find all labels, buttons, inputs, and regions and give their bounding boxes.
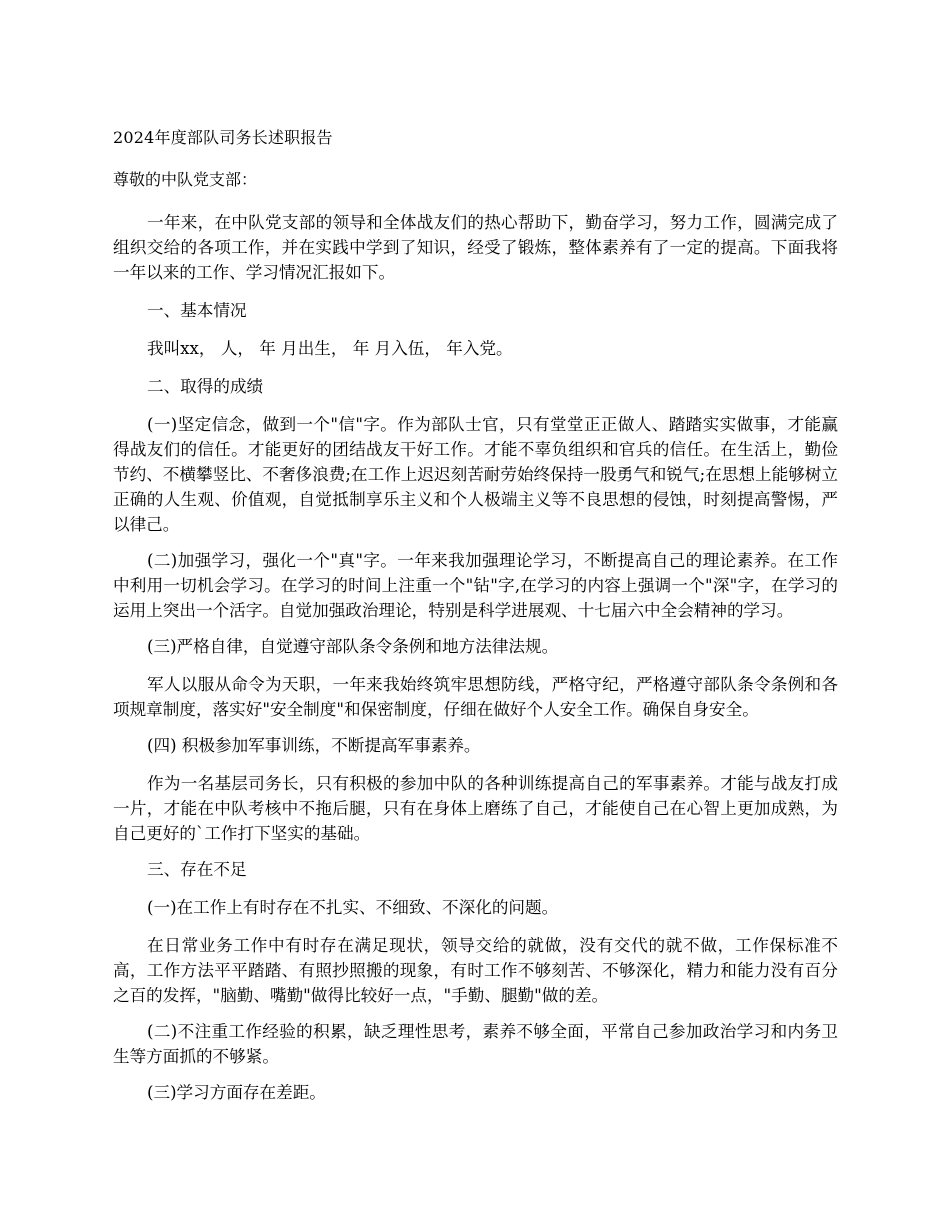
subsection-heading: (三)严格自律，自觉遵守部队条令条例和地方法律法规。 xyxy=(147,637,559,656)
paragraph: 我叫xx， 人， 年 月出生， 年 月入伍， 年入党。 xyxy=(147,339,513,358)
section-heading: 一、基本情况 xyxy=(147,301,247,320)
section-heading: 三、存在不足 xyxy=(147,860,247,879)
document-body xyxy=(113,124,838,1118)
section-heading: 二、取得的成绩 xyxy=(147,377,264,396)
salutation: 尊敬的中队党支部： xyxy=(113,170,258,189)
paragraph: (二)加强学习，强化一个"真"字。一年来我加强理论学习，不断提高自己的理论素养。在工作中利用一切机会学习。在学习的时间上注重一个"钻"字,在学习的内容上强调一个"深"字，在学习的运用上突出一个活字。自觉加强政治理论，特别是科学进展观、十七届六中全会精神的学习。 xyxy=(113,551,838,620)
subsection-heading: (三)学习方面存在差距。 xyxy=(147,1083,326,1102)
subsection-heading: (四) 积极参加军事训练，不断提高军事素养。 xyxy=(147,736,481,755)
paragraph: 军人以服从命令为天职，一年来我始终筑牢思想防线，严格守纪，严格遵守部队条令条例和各项规章制度，落实好"安全制度"和保密制度，仔细在做好个人安全工作。确保自身安全。 xyxy=(113,675,838,719)
document-title: 2024年度部队司务长述职报告 xyxy=(113,128,333,147)
paragraph: 作为一名基层司务长，只有积极的参加中队的各种训练提高自己的军事素养。才能与战友打成一片，才能在中队考核中不拖后腿，只有在身体上磨练了自己，才能使自己在心智上更加成熟，为自己更好的`工作打下坚实的基础。 xyxy=(113,774,838,843)
subsection-heading: (一)在工作上有时存在不扎实、不细致、不深化的问题。 xyxy=(147,898,559,917)
paragraph: 在日常业务工作中有时存在满足现状，领导交给的就做，没有交代的就不做，工作保标准不高，工作方法平平踏踏、有照抄照搬的现象，有时工作不够刻苦、不够深化，精力和能力没有百分之百的发挥，"脑勤、嘴勤"做得比较好一点，"手勤、腿勤"做的差。 xyxy=(113,936,838,1005)
paragraph: 一年来，在中队党支部的领导和全体战友们的热心帮助下，勤奋学习，努力工作，圆满完成了组织交给的各项工作，并在实践中学到了知识，经受了锻炼，整体素养有了一定的提高。下面我将一年以来的工作、学习情况汇报如下。 xyxy=(113,213,838,282)
paragraph: (一)坚定信念，做到一个"信"字。作为部队士官，只有堂堂正正做人、踏踏实实做事，才能赢得战友们的信任。才能更好的团结战友干好工作。才能不辜负组织和官兵的信任。在生活上，勤俭节约、不横攀竖比、不奢侈浪费;在工作上迟迟刻苦耐劳始终保持一股勇气和锐气;在思想上能够树立正确的人生观、价值观，自觉抵制享乐主义和个人极端主义等不良思想的侵蚀，时刻提高警惕，严以律己。 xyxy=(113,415,838,534)
paragraph: (二)不注重工作经验的积累，缺乏理性思考，素养不够全面，平常自己参加政治学习和内务卫生等方面抓的不够紧。 xyxy=(113,1022,838,1066)
